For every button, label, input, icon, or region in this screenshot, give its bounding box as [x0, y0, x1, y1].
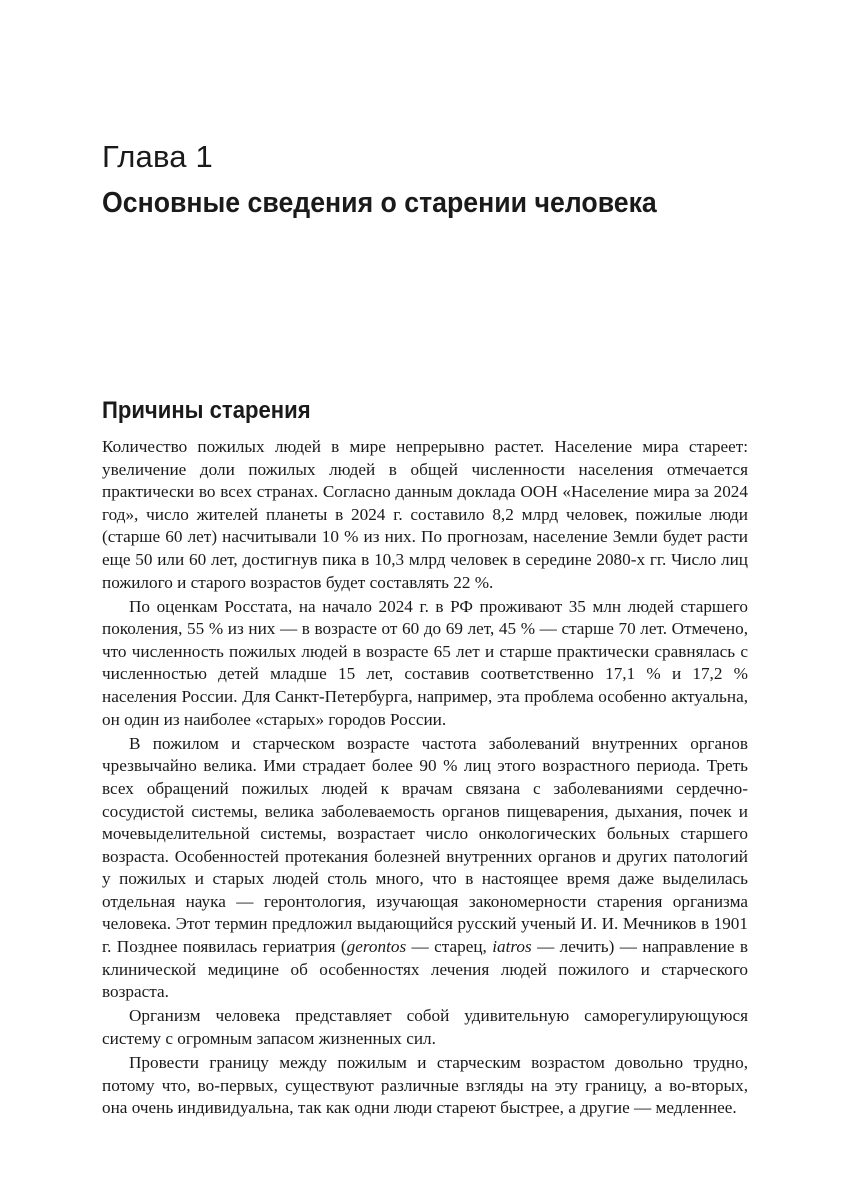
paragraph-4: Организм человека представляет собой удивительную саморегулирующуюся систему с огромным запасом жизненных сил. — [102, 1006, 748, 1048]
paragraph-1: Количество пожилых людей в мире непрерывно растет. Население мира стареет: увеличение доли пожилых людей в общей численности населения отмечается практически во всех странах. Согласно данным доклада ООН «Население мира за 2024 год», число жителей планеты в 2024 г. составило 8,2 млрд человек, пожилые люди (старше 60 лет) насчитывали 10 % из них. По прогнозам, население Земли будет расти еще 50 или 60 лет, достигнув пика в 10,3 млрд человек в середине 2080-х гг. Число лиц пожилого и старого возрастов будет составлять 22 %. — [102, 437, 748, 592]
paragraph-3-text-mid: — старец, — [406, 937, 493, 957]
body-text — [102, 436, 748, 1121]
paragraph-3-text-end: — лечить) — направление в клинической медицине об особенностях лечения людей пожилого и старческого возраста. — [102, 937, 748, 1002]
term-gerontos: gerontos — [346, 937, 407, 957]
paragraph-3-text-start: В пожилом и старческом возрасте частота заболеваний внутренних органов чрезвычайно велика. Ими страдает более 90 % лиц этого возрастного периода. Треть всех обращений пожилых людей к врачам связана с заболеваниями сердечно-сосудистой системы, велика заболеваемость органов пищеварения, дыхания, почек и мочевыделительной системы, возрастает число онкологических больных старшего возраста. Особенностей протекания болезней внутренних органов и других патологий у пожилых и старых людей столь много, что в настоящее время даже выделилась отдельная наука — геронтология, изучающая закономерности старения организма человека. Этот термин предложил выдающийся русский ученый И. И. Мечников в 1901 г. Позднее появилась гериатрия ( — [102, 733, 748, 957]
paragraph-5: Провести границу между пожилым и старческим возрастом довольно трудно, потому что, во-первых, существуют различные взгляды на эту границу, а во-вторых, она очень индивидуальна, так как одни люди стареют быстрее, а другие — медленнее. — [102, 1053, 748, 1118]
paragraph-2: По оценкам Росстата, на начало 2024 г. в РФ проживают 35 млн людей старшего поколения, 55 % из них — в возрасте от 60 до 69 лет, 45 % — старше 70 лет. Отмечено, что численность пожилых людей в возрасте 65 лет и старше практически сравнялась с численностью детей младше 15 лет, составив соответственно 17,1 % и 17,2 % населения России. Для Санкт-Петербурга, например, эта проблема особенно актуальна, он один из наиболее «старых» городов России. — [102, 596, 748, 729]
section-heading: Причины старения — [102, 397, 311, 424]
chapter-title: Основные сведения о старении человека — [102, 187, 657, 219]
book-page — [102, 0, 748, 1200]
paragraph-3 — [102, 733, 748, 1004]
term-iatros: iatros — [492, 937, 532, 957]
chapter-label: Глава 1 — [102, 139, 213, 174]
